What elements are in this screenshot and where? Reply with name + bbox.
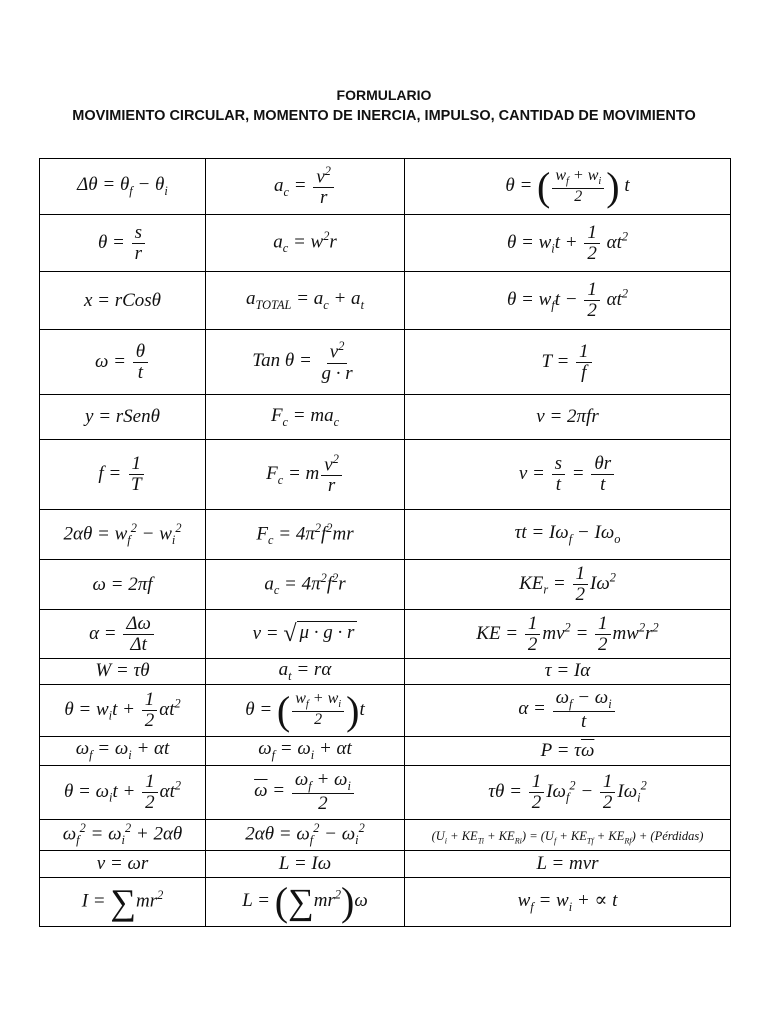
formula-cell: $\omega_f = \omega_i + \alpha t$: [40, 736, 206, 765]
formula-cell: $\omega_f = \omega_i + \alpha t$: [206, 736, 405, 765]
formula-cell: v = 2πfr: [405, 395, 731, 440]
formula-cell: τθ = $\frac{1}{2}$ $I\omega_f^2$ − $\frac{1}{2}$ $I\omega_i^2$: [405, 765, 731, 819]
formula-cell: Tan θ = $\frac{v^2}{g \cdot r}$: [206, 330, 405, 395]
formula-cell: v = $\frac{s}{t}$ = $\frac{\theta r}{t}$: [405, 440, 731, 510]
table-row: [40, 765, 731, 819]
formula-cell: v = √ μ · g · r: [206, 610, 405, 659]
table-row: [40, 272, 731, 330]
table-row: [40, 819, 731, 850]
formula-cell: $w_f = w_i$ + ∝ t: [405, 877, 731, 926]
table-row: [40, 440, 731, 510]
formula-cell: $2\alpha\theta = w_f^2 - w_i^2$: [40, 510, 206, 560]
table-row: [40, 330, 731, 395]
formula-cell: W = τθ: [40, 659, 206, 685]
formula-cell: $a_{TOTAL} = a_c + a_t$: [206, 272, 405, 330]
formula-cell: $\theta = w_it$ + $\frac{1}{2}$ $\alpha t^2$: [405, 215, 731, 272]
table-row: [40, 659, 731, 685]
formula-cell: $(U_i + KE_{Ti} + KE_{Ri}) = (U_f + KE_{Tf} + KE_{Rf})$ + (Pérdidas): [405, 819, 731, 850]
formula-cell: T = $\frac{1}{f}$: [405, 330, 731, 395]
formula-table: [39, 158, 731, 927]
table-row: [40, 215, 731, 272]
formula-cell: $\theta = \omega_it$ + $\frac{1}{2}$ $\alpha t^2$: [40, 765, 206, 819]
formula-cell: $\omega_f^2 = \omega_i^2 + 2\alpha\theta$: [40, 819, 206, 850]
formula-cell: $F_c = 4\pi^2f^2mr$: [206, 510, 405, 560]
formula-cell: $a_t = r\alpha$: [206, 659, 405, 685]
formula-cell: θ = ( $\frac{w_f + w_i}{2}$ ) t: [405, 159, 731, 215]
formula-cell: α = $\frac{\Delta\omega}{\Delta t}$: [40, 610, 206, 659]
formula-cell: ω = $\frac{\theta}{t}$: [40, 330, 206, 395]
formula-cell: y = rSenθ: [40, 395, 206, 440]
formula-cell: $\overline{\omega}$ = $\frac{\omega_f + \omega_i}{2}$: [206, 765, 405, 819]
table-row: [40, 560, 731, 610]
table-row: [40, 850, 731, 877]
formula-cell: $P = \tau\overline{\omega}$: [405, 736, 731, 765]
formula-cell: $a_c = w^2r$: [206, 215, 405, 272]
table-row: [40, 395, 731, 440]
formula-cell: $L = (\sum mr^2)\omega$: [206, 877, 405, 926]
formula-cell: KE = $\frac{1}{2}$ $mv^2$ = $\frac{1}{2}$ $mw^2r^2$: [405, 610, 731, 659]
formula-cell: $F_c = m$ $\frac{v^2}{r}$: [206, 440, 405, 510]
formula-cell: θ = ( $\frac{w_f + w_i}{2}$ )t: [206, 684, 405, 736]
table-row: [40, 736, 731, 765]
formula-cell: f = $\frac{1}{T}$: [40, 440, 206, 510]
formula-cell: θ = $\frac{s}{r}$: [40, 215, 206, 272]
formula-cell: τ = Iα: [405, 659, 731, 685]
formula-cell: $a_c = 4\pi^2f^2r$: [206, 560, 405, 610]
formula-cell: L = Iω: [206, 850, 405, 877]
formula-cell: L = mvr: [405, 850, 731, 877]
formula-cell: $\tau t = I\omega_f - I\omega_o$: [405, 510, 731, 560]
formula-cell: $\theta = w_it$ + $\frac{1}{2}$ $\alpha t^2$: [40, 684, 206, 736]
table-row: [40, 684, 731, 736]
formula-cell: $2\alpha\theta = \omega_f^2 - \omega_i^2$: [206, 819, 405, 850]
formula-cell: $F_c = ma_c$: [206, 395, 405, 440]
formula-cell: $\Delta\theta = \theta_f - \theta_i$: [40, 159, 206, 215]
formula-cell: $\theta = w_ft$ − $\frac{1}{2}$ $\alpha t^2$: [405, 272, 731, 330]
page-subtitle: MOVIMIENTO CIRCULAR, MOMENTO DE INERCIA, IMPULSO, CANTIDAD DE MOVIMIENTO: [72, 108, 696, 124]
table-row: [40, 610, 731, 659]
page-title: FORMULARIO: [336, 87, 432, 103]
formula-cell: ω = 2πf: [40, 560, 206, 610]
formula-cell: $KE_r$ = $\frac{1}{2}$ $I\omega^2$: [405, 560, 731, 610]
table-row: [40, 877, 731, 926]
formula-cell: $a_c$ = $\frac{v^2}{r}$: [206, 159, 405, 215]
table-row: [40, 510, 731, 560]
table-row: [40, 159, 731, 215]
formula-cell: v = ωr: [40, 850, 206, 877]
formula-cell: α = $\frac{\omega_f - \omega_i}{t}$: [405, 684, 731, 736]
formula-cell: x = rCosθ: [40, 272, 206, 330]
formula-cell: $I = \sum mr^2$: [40, 877, 206, 926]
